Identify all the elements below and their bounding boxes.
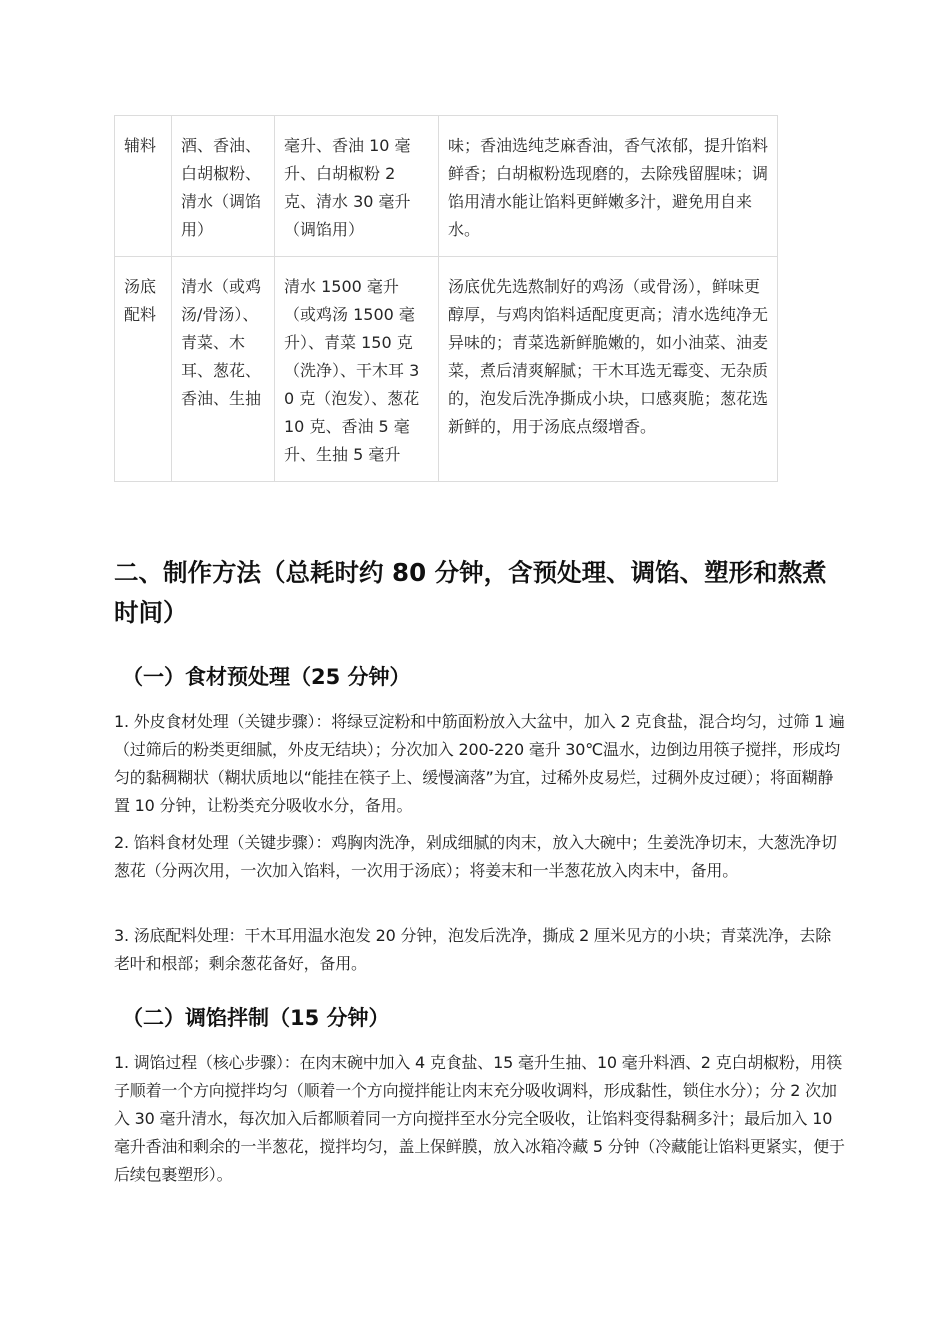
paragraph-dough-prep: 1. 外皮食材处理（关键步骤）：将绿豆淀粉和中筋面粉放入大盆中，加入 2 克食盐，混合均匀，过筛 1 遍（过筛后的粉类更细腻，外皮无结块）；分次加入 200-220 毫升 30℃温水，边倒边用筷子搅拌，形成均匀的黏稠糊状（糊状质地以“能挂在筷子上、缓慢滴落”为宜，过稀外皮易烂，过稠外皮过硬）；将面糊静置 10 分钟，让粉类充分吸收水分，备用。 [114, 712, 845, 815]
table-row [115, 116, 778, 257]
table-row [115, 257, 778, 482]
table-cell-category: 辅料 [115, 116, 172, 257]
table-cell-category: 汤底配料 [115, 257, 172, 482]
table-cell-note: 汤底优先选熬制好的鸡汤（或骨汤），鲜味更醇厚，与鸡肉馅料适配度更高；清水选纯净无异味的；青菜选新鲜脆嫩的，如小油菜、油麦菜，煮后清爽解腻；干木耳选无霉变、无杂质的，泡发后洗净撕成小块，口感爽脆；葱花选新鲜的，用于汤底点缀增香。 [439, 257, 778, 482]
table-cell-note: 味；香油选纯芝麻香油，香气浓郁，提升馅料鲜香；白胡椒粉选现磨的，去除残留腥味；调馅用清水能让馅料更鲜嫩多汁，避免用自来水。 [439, 116, 778, 257]
paragraph-soup-prep: 3. 汤底配料处理：干木耳用温水泡发 20 分钟，泡发后洗净，撕成 2 厘米见方的小块；青菜洗净，去除老叶和根部；剩余葱花备好，备用。 [114, 926, 832, 973]
paragraph-filling-prep: 2. 馅料食材处理（关键步骤）：鸡胸肉洗净，剁成细腻的肉末，放入大碗中；生姜洗净切末，大葱洗净切葱花（分两次用，一次加入馅料，一次用于汤底）；将姜末和一半葱花放入肉末中，备用。 [114, 833, 837, 880]
table-cell-amount: 毫升、香油 10 毫升、白胡椒粉 2 克、清水 30 毫升（调馅用） [275, 116, 439, 257]
table-cell-items: 酒、香油、白胡椒粉、清水（调馅用） [172, 116, 275, 257]
paragraph-filling-mix: 1. 调馅过程（核心步骤）：在肉末碗中加入 4 克食盐、15 毫升生抽、10 毫升料酒、2 克白胡椒粉，用筷子顺着一个方向搅拌均匀（顺着一个方向搅拌能让肉末充分吸收调料，形成黏性，锁住水分）；分 2 次加入 30 毫升清水，每次加入后都顺着同一方向搅拌至水分完全吸收，让馅料变得黏稠多汁；最后加入 10 毫升香油和剩余的一半葱花，搅拌均匀，盖上保鲜膜，放入冰箱冷藏 5 分钟（冷藏能让馅料更紧实，便于后续包裹塑形）。 [114, 1053, 845, 1184]
subsection-heading-filling: （二）调馅拌制（15 分钟） [122, 1006, 390, 1030]
section-heading: 二、制作方法（总耗时约 80 分钟，含预处理、调馅、塑形和熬煮时间） [114, 558, 827, 627]
table-cell-amount: 清水 1500 毫升（或鸡汤 1500 毫升）、青菜 150 克（洗净）、干木耳 30 克（泡发）、葱花 10 克、香油 5 毫升、生抽 5 毫升 [275, 257, 439, 482]
ingredients-table [114, 115, 778, 482]
subsection-heading-preprocess: （一）食材预处理（25 分钟） [122, 665, 411, 689]
table-cell-items: 清水（或鸡汤/骨汤）、青菜、木耳、葱花、香油、生抽 [172, 257, 275, 482]
